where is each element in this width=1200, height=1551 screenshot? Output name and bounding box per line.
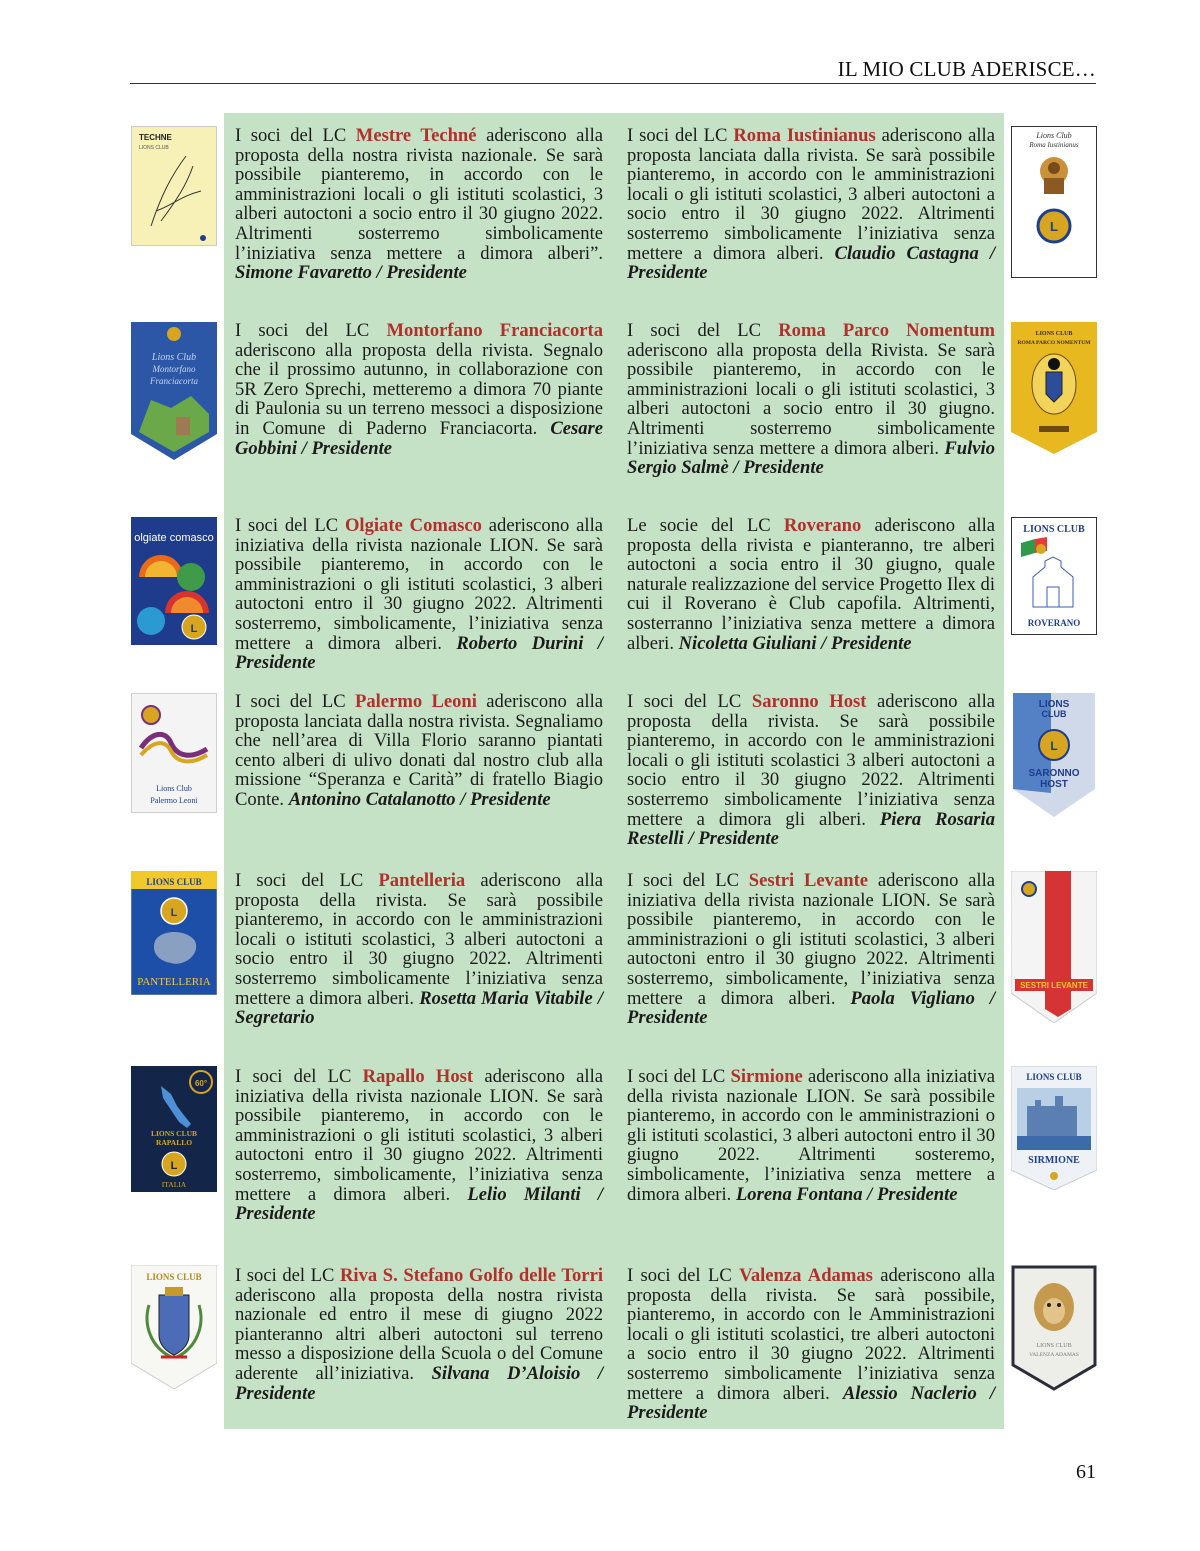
pennant-roma-iust-line2: Roma Iustinianus	[1029, 141, 1079, 149]
pennant-pantelleria	[131, 871, 217, 995]
pennant-valenza-line2: VALENZA ADAMAS	[1029, 1352, 1079, 1358]
pennant-saronno-line2: CLUB	[1041, 709, 1067, 719]
pennant-olgiate-badge: L	[190, 623, 198, 635]
signature: Lorena Fontana / Presidente	[735, 1183, 958, 1205]
pennant-montorfano	[131, 322, 217, 460]
pennant-riva-s-stefano	[131, 1265, 217, 1389]
pennant-roverano	[1011, 517, 1097, 635]
pennant-saronno-line3: SARONNO	[1028, 768, 1080, 779]
signature: Cesare Gobbini / Presidente	[235, 417, 603, 459]
club-name: Roverano	[783, 515, 862, 536]
club-name: Saronno Host	[751, 691, 867, 712]
club-name: Olgiate Comasco	[344, 515, 482, 536]
pennant-pantelleria-line1: LIONS CLUB	[146, 877, 202, 887]
svg-text:L: L	[1050, 219, 1058, 234]
pennant-rapallo-line1: LIONS CLUB	[150, 1129, 198, 1138]
pennant-palermo-line2: Palermo Leoni	[150, 796, 198, 805]
club-name: Mestre Techné	[355, 125, 477, 146]
pennant-rapallo-badge: 60°	[194, 1079, 208, 1088]
signature: Paola Vigliano / Presidente	[627, 987, 995, 1029]
signature: Silvana D’Aloisio / Presidente	[235, 1362, 603, 1404]
entry-rapallo-host: I soci del LC Rapallo Host aderiscono alla iniziativa della rivista nazionale LION. Se sarà possibile pianteremo, in accordo con le amministrazioni o gli istituti scolastici, 3 alberi autoctoni entro il 30 giugno 2022. Altrimenti sosterremo, simbolicamente, l’iniziativa senza mettere a dimora alberi. Lelio Milanti / Presidente	[235, 1066, 604, 1225]
entry-olgiate-comasco: I soci del LC Olgiate Comasco aderiscono alla iniziativa della rivista nazionale LION. Se sarà possibile pianteremo, in accordo con le amministrazioni o gli istituti scolastici, 3 alberi autoctoni entro il 30 giugno 2022. Altrimenti sosterremo, simbolicamente, l’iniziativa senza mettere a dimora alberi. Roberto Durini / Presidente	[235, 515, 604, 674]
pennant-sestri-levante	[1011, 871, 1097, 1023]
running-head	[130, 56, 1096, 84]
club-name: Sirmione	[730, 1066, 803, 1087]
entry-roverano: Le socie del LC Roverano aderiscono alla proposta della rivista e pianteranno, tre alberi autoctoni a socia entro il 30 giugno, quale naturale realizzazione del service Progetto Ilex di cui il Roverano è Club capofila. Altrimenti, sosterranno l’iniziativa senza mettere a dimora alberi. Nicoletta Giuliani / Presidente	[627, 515, 995, 654]
pennant-mestre-name: TECHNE	[139, 133, 172, 142]
section-title: IL MIO CLUB ADERISCE…	[837, 57, 1096, 81]
pennant-saronno-line4: HOST	[1040, 779, 1068, 790]
entry-palermo-leoni: I soci del LC Palermo Leoni aderiscono alla proposta lanciata dalla nostra rivista. Segnaliamo che nell’area di Villa Florio saranno piantati cento alberi di ulivo donati dal nostro club alla missione “Speranza e Carità” di fratello Biagio Conte. Antonino Catalanotto / Presidente	[235, 691, 603, 810]
svg-text:L: L	[170, 1160, 178, 1172]
pennant-montorfano-line2: Montorfano	[152, 364, 196, 374]
club-name: Roma Iustinianus	[733, 125, 876, 146]
club-name: Rapallo Host	[362, 1066, 474, 1087]
club-name: Riva S. Stefano Golfo delle Torri	[340, 1265, 603, 1286]
club-name: Pantelleria	[378, 870, 466, 891]
pennant-montorfano-line1: Lions Club	[151, 352, 197, 363]
pennant-olgiate-comasco	[131, 517, 217, 645]
svg-text:L: L	[1050, 739, 1058, 753]
entry-roma-iustinianus: I soci del LC Roma Iustinianus aderiscono alla proposta lanciata dalla rivista. Se sarà possibile pianteremo, in accordo con le amministrazioni locali o gli istituti scolastici, 3 alberi autoctoni a socio entro il 30 giugno 2022. Altrimenti sosterremo simbolicamente l’iniziativa senza mettere a dimora alberi. Claudio Castagna / Presidente	[627, 125, 996, 284]
pennant-saronno-host	[1011, 693, 1097, 819]
entry-roma-parco-nomentum: I soci del LC Roma Parco Nomentum aderiscono alla proposta della Rivista. Se sarà possibile pianteremo, in accordo con le amministrazioni locali o gli istituti scolastici, 3 alberi autoctoni a socio entro il 30 giugno. Altrimenti sosterremo simbolicamente l’iniziativa senza mettere a dimora alberi. Fulvio Sergio Salmè / Presidente	[627, 320, 995, 479]
pennant-valenza-line1: LIONS CLUB	[1036, 1343, 1072, 1349]
pennant-roverano-line2: ROVERANO	[1027, 618, 1081, 628]
entry-saronno-host: I soci del LC Saronno Host aderiscono alla proposta della rivista. Se sarà possibile pianteremo, in accordo con le amministrazioni locali o gli istituti scolastici 3 alberi autoctoni a socio entro il 30 giugno 2022. Altrimenti sosterremo simbolicamente l’iniziativa senza mettere a dimora gli alberi. Piera Rosaria Restelli / Presidente	[627, 691, 995, 850]
entry-valenza-adamas: I soci del LC Valenza Adamas aderiscono alla proposta della rivista. Se sarà possibile, pianteremo, in accordo con le Amministrazioni locali o gli istituti scolastici, tre alberi autoctoni a socio entro il 30 giugno 2022. Altrimenti sosterremo simbolicamente l’iniziativa senza mettere a dimora alberi. Alessio Naclerio / Presidente	[627, 1265, 995, 1424]
signature: Alessio Naclerio / Presidente	[627, 1382, 995, 1424]
pennant-mestre-club: LIONS CLUB	[139, 145, 169, 151]
club-name: Valenza Adamas	[739, 1265, 873, 1286]
signature: Claudio Castagna / Presidente	[627, 242, 996, 284]
svg-text:L: L	[170, 907, 178, 919]
pennant-sestri-line1: SESTRI LEVANTE	[1020, 981, 1088, 990]
pennant-sirmione	[1011, 1066, 1097, 1190]
pennant-palermo-leoni	[131, 693, 217, 813]
signature: Simone Favaretto / Presidente	[235, 262, 467, 284]
entry-riva-s-stefano: I soci del LC Riva S. Stefano Golfo delle Torri aderiscono alla proposta della nostra rivista nazionale ed entro il mese di giugno 2022 pianteranno altri alberi autoctoni sul terreno messo a disposizione della Scuola o del Comune aderente all’iniziativa. Silvana D’Aloisio / Presidente	[235, 1265, 603, 1404]
signature: Roberto Durini / Presidente	[235, 632, 604, 674]
signature: Lelio Milanti / Presidente	[235, 1183, 604, 1225]
entry-pantelleria: I soci del LC Pantelleria aderiscono alla proposta della rivista. Se sarà possibile pianteremo, in accordo con le amministrazioni locali o istituti scolastici, 3 alberi autoctoni a socio entro il 30 giugno 2022. Altrimenti sosterremo simbolicamente l’iniziativa senza mettere a dimora alberi. Rosetta Maria Vitabile / Segretario	[235, 870, 604, 1029]
pennant-rapallo-line2: RAPALLO	[155, 1138, 193, 1147]
club-name: Roma Parco Nomentum	[778, 320, 995, 341]
pennant-pantelleria-line2: PANTELLERIA	[137, 976, 211, 988]
signature: Rosetta Maria Vitabile / Segretario	[235, 987, 604, 1029]
club-name: Palermo Leoni	[355, 691, 477, 712]
pennant-nomentum-line2: ROMA PARCO NOMENTUM	[1017, 340, 1091, 346]
signature: Nicoletta Giuliani / Presidente	[678, 632, 912, 654]
club-name: Sestri Levante	[748, 870, 869, 891]
pennant-montorfano-line3: Franciacorta	[150, 376, 198, 386]
pennant-nomentum-line1: LIONS CLUB	[1035, 331, 1073, 337]
pennant-sirmione-line2: SIRMIONE	[1028, 1155, 1080, 1166]
club-name: Montorfano Franciacorta	[386, 320, 603, 341]
pennant-roma-parco-nomentum	[1011, 322, 1097, 454]
pennant-mestre-techne	[131, 126, 217, 246]
signature: Antonino Catalanotto / Presidente	[288, 788, 551, 810]
page-number: 61	[1076, 1461, 1096, 1483]
pennant-valenza-adamas	[1011, 1265, 1097, 1391]
entry-montorfano-franciacorta: I soci del LC Montorfano Franciacorta aderiscono alla proposta della rivista. Segnalo che il prossimo autunno, in collaborazione con 5R Zero Sprechi, metteremo a dimora 70 piante di Paulonia su un terreno messoci a disposizione in Comune di Paderno Franciacorta. Cesare Gobbini / Presidente	[235, 320, 603, 459]
pennant-saronno-line1: LIONS	[1038, 699, 1070, 710]
pennant-rapallo-line3: ITALIA	[161, 1180, 187, 1189]
pennant-riva-line1: LIONS CLUB	[146, 1272, 202, 1282]
signature: Piera Rosaria Restelli / Presidente	[627, 808, 995, 850]
pennant-palermo-line1: Lions Club	[156, 784, 192, 793]
pennant-rapallo-host	[131, 1066, 217, 1192]
entry-sestri-levante: I soci del LC Sestri Levante aderiscono alla iniziativa della rivista nazionale LION. Se sarà possibile pianteremo, in accordo con le amministrazioni o gli istituti scolastici, 3 alberi autoctoni entro il 30 giugno 2022. Altrimenti sosterremo, simbolicamente, l’iniziativa senza mettere a dimora alberi. Paola Vigliano / Presidente	[627, 870, 995, 1029]
pennant-roverano-line1: LIONS CLUB	[1023, 524, 1085, 535]
entry-mestre-techne: I soci del LC Mestre Techné aderiscono alla proposta della nostra rivista nazionale. Se sarà possibile pianteremo, in accordo con le amministrazioni locali o gli istituti scolastici, 3 alberi autoctoni a socio entro il 30 giugno 2022. Altrimenti sosterremo simbolicamente l’iniziativa senza mettere a dimora alberi”. Simone Favaretto / Presidente	[235, 125, 603, 284]
pennant-roma-iust-line1: Lions Club	[1036, 131, 1072, 140]
pennant-olgiate-title: olgiate comasco	[134, 532, 214, 544]
pennant-roma-iustinianus	[1011, 126, 1097, 278]
signature: Fulvio Sergio Salmè / Presidente	[627, 437, 995, 479]
entry-sirmione: I soci del LC Sirmione aderiscono alla iniziativa della rivista nazionale LION. Se sarà possibile pianteremo, in accordo con le amministrazioni o gli istituti scolastici, 3 alberi autoctoni entro il 30 giugno 2022. Altrimenti sosteremo, simbolicamente, l’iniziativa senza mettere a dimora alberi. Lorena Fontana / Presidente	[627, 1066, 995, 1205]
pennant-sirmione-line1: LIONS CLUB	[1026, 1072, 1082, 1082]
